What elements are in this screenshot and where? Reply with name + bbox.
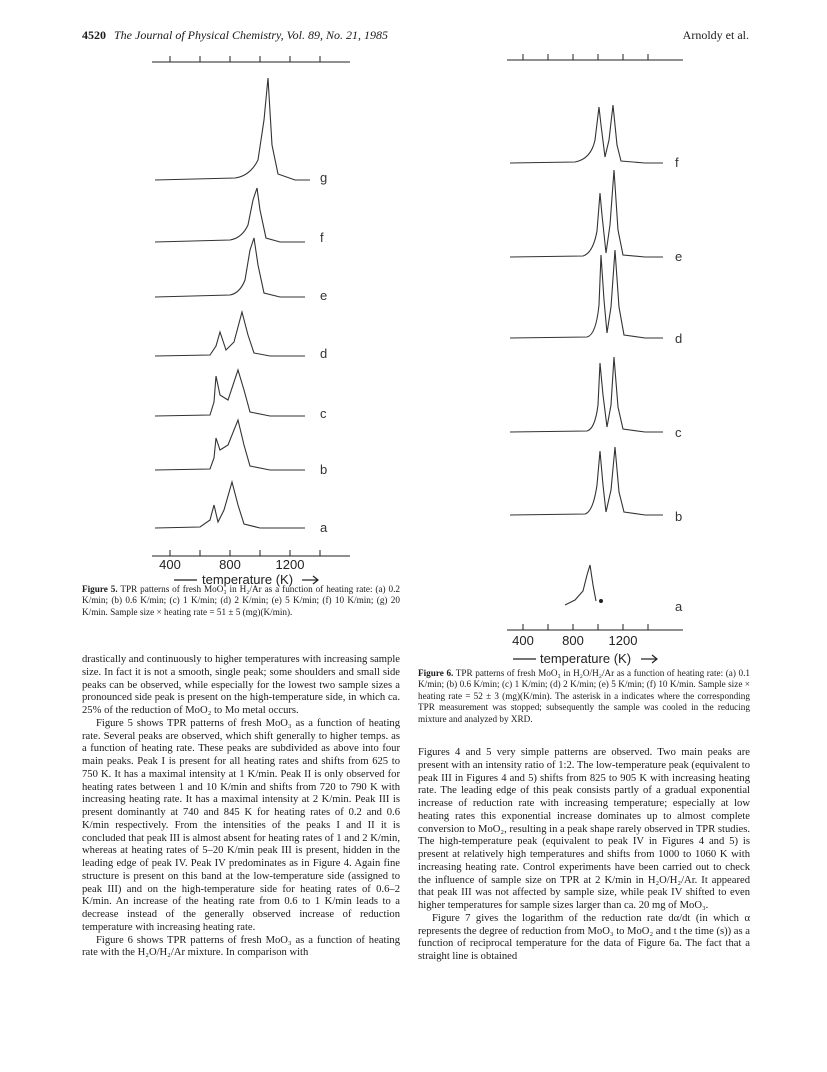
fig5-tick-label: 400	[159, 557, 181, 572]
fig6-curve-d	[510, 250, 663, 338]
page-header	[82, 28, 388, 43]
figure-5-caption-text: TPR patterns of fresh MoO₃ in H₂/Ar as a function of heating rate: (a) 0.2 K/min; (b) 0.6 K/min; (c) 1 K/min; (d) 2 K/min; (e) 5 K/min; (f) 10 K/min; (g) 20 K/min. Sample size × heating rate = 51 ± 5 (mg)(K/min).	[82, 584, 400, 617]
fig5-tick-label: 1200	[275, 557, 305, 572]
fig6-tick-label: 400	[512, 633, 534, 648]
fig5-curve-b	[155, 420, 305, 470]
journal-title: The Journal of Physical Chemistry, Vol. 89, No. 21, 1985	[114, 28, 388, 42]
fig5-curve-c	[155, 370, 305, 416]
fig5-curve-d	[155, 312, 305, 356]
fig5-axis-label: temperature (K)	[202, 572, 294, 587]
fig5-curve-label: c	[320, 406, 327, 421]
fig6-curve-label: c	[675, 425, 682, 440]
paragraph: Figures 4 and 5 very simple patterns are observed. Two main peaks are present with an intensity ratio of 1:2. The low-temperature peak (equivalent to peak III in Figures 4 and 5) shifts from 825 to 905 K with increasing heating rate. The leading edge of this peak consists partly of a gradual exponential increase of reduction rate with increasing temperature; especially at low heating rates this exponential increase dominates up to almost complete conversion to MoO₂, resulting in a peak shape rarely observed in TPR studies. The high-temperature peak (equivalent to peak IV in Figures 4 and 5) is present at relatively high temperatures and shifts from 1000 to 1060 K with increasing heating rate. Control experiments have been carried out to check the influence of sample size on TPR at 2 K/min in H₂O/H₂/Ar. It appeared that peak III was not affected by sample size, while peak IV shifted to even higher temperatures for sample sizes larger than ca. 20 mg of MoO₃.	[418, 747, 750, 911]
fig6-curve-label: b	[675, 509, 683, 524]
fig6-curve-e	[510, 170, 663, 257]
fig6-curve-f	[510, 105, 663, 163]
paragraph: Figure 7 gives the logarithm of the reduction rate dα/dt (in which α represents the degree of reduction from MoO₃ to MoO₂ and t the time (s)) as a function of reciprocal temperature for the data of Figure 6a. The fact that a straight line is obtained	[418, 912, 750, 962]
fig6-curve-label: d	[675, 331, 683, 346]
fig5-curve-label: b	[320, 462, 328, 477]
fig5-curve-g	[155, 78, 310, 180]
figure-5-caption	[82, 584, 400, 618]
fig6-tick-label: 800	[562, 633, 584, 648]
figure-5-plot	[150, 50, 365, 590]
fig5-curve-label: d	[320, 346, 328, 361]
left-column-text	[82, 654, 400, 960]
figure-6-caption	[418, 668, 750, 725]
right-column-text	[418, 747, 750, 964]
fig6-curve-a	[565, 565, 596, 605]
figure-5-caption-label: Figure 5.	[82, 584, 118, 594]
fig5-curve-e	[155, 238, 305, 297]
fig6-curve-c	[510, 357, 663, 432]
running-authors: Arnoldy et al.	[682, 28, 749, 42]
fig5-curve-label: f	[320, 230, 324, 245]
page-number: 4520	[82, 28, 106, 42]
fig5-curve-f	[155, 188, 305, 242]
fig5-curve-a	[155, 482, 305, 528]
figure-6-caption-text: TPR patterns of fresh MoO₃ in H₂O/H₂/Ar as a function of heating rate: (a) 0.1 K/min; (b) 0.6 K/min; (c) 1 K/min; (d) 2 K/min; (e) 5 K/min; (f) 10 K/min. Sample size × heating rate = 52 ± 3 (mg)(K/min). The asterisk in a indicates where the corresponding TPR measurement was stopped; subsequently the sample was cooled in the reducing mixture and analyzed by XRD.	[418, 668, 751, 724]
fig6-asterisk-marker	[599, 599, 603, 603]
fig6-tick-label: 1200	[608, 633, 638, 648]
fig6-curve-label: f	[675, 155, 679, 170]
fig6-axis-label: temperature (K)	[540, 651, 632, 666]
figure-6-caption-label: Figure 6.	[418, 668, 454, 678]
paragraph: Figure 5 shows TPR patterns of fresh MoO₃ as a function of heating rate. Several peaks are observed, which shift generally to higher temps. as a function of heating rate. These peaks are subdivided as above into four main peaks. Peak I is present for all heating rates and shifts from 625 to 750 K. It has a maximal intensity at 1 K/min. Peak II is only observed for heating rates between 1 and 10 K/min and shifts from 720 to 790 K with increasing heating rate. It has a maximal intensity at 2 K/min. Peak III is present dominantly at 740 and 845 K for heating rates of 0.2 and 0.6 K/min respectively. From the intensities of the peaks I and II it is concluded that peak III is almost absent for heating rates of 1 and 2 K/min, whereas at heating rates of 5–20 K/min peak III is present, hidden in the leading edge of peak IV. Peak IV predominates as in Figure 4. Again fine structure is present on this band at the low-temperature side (assigned to peak III) and on the high-temperature side for heating rates of 0.6–2 K/min. An increase of the heating rate from 0.6 to 1 K/min leads to a decrease instead of the generally observed increase of reduction temperature with increasing heating rate.	[82, 717, 400, 933]
fig6-asterisk: *	[604, 599, 608, 609]
figure-6-plot	[505, 45, 720, 675]
fig5-curve-label: a	[320, 520, 328, 535]
fig6-curve-label: e	[675, 249, 683, 264]
fig5-tick-label: 800	[219, 557, 241, 572]
fig6-curve-b	[510, 447, 663, 515]
paragraph: drastically and continuously to higher temperatures with increasing sample size. In fact it is not a smooth, single peak; some shoulders and small side peaks can be observed, while especially for the lowest two sample sizes a pronounced side peak is present on the high-temperature side, in which ca. 25% of the reduction of MoO₂ to Mo metal occurs.	[82, 654, 400, 716]
fig6-curve-label: a	[675, 599, 683, 614]
fig5-curve-label: g	[320, 170, 328, 185]
fig5-curve-label: e	[320, 288, 328, 303]
paragraph: Figure 6 shows TPR patterns of fresh MoO₃ as a function of heating rate with the H₂O/H₂/Ar mixture. In comparison with	[82, 934, 400, 959]
